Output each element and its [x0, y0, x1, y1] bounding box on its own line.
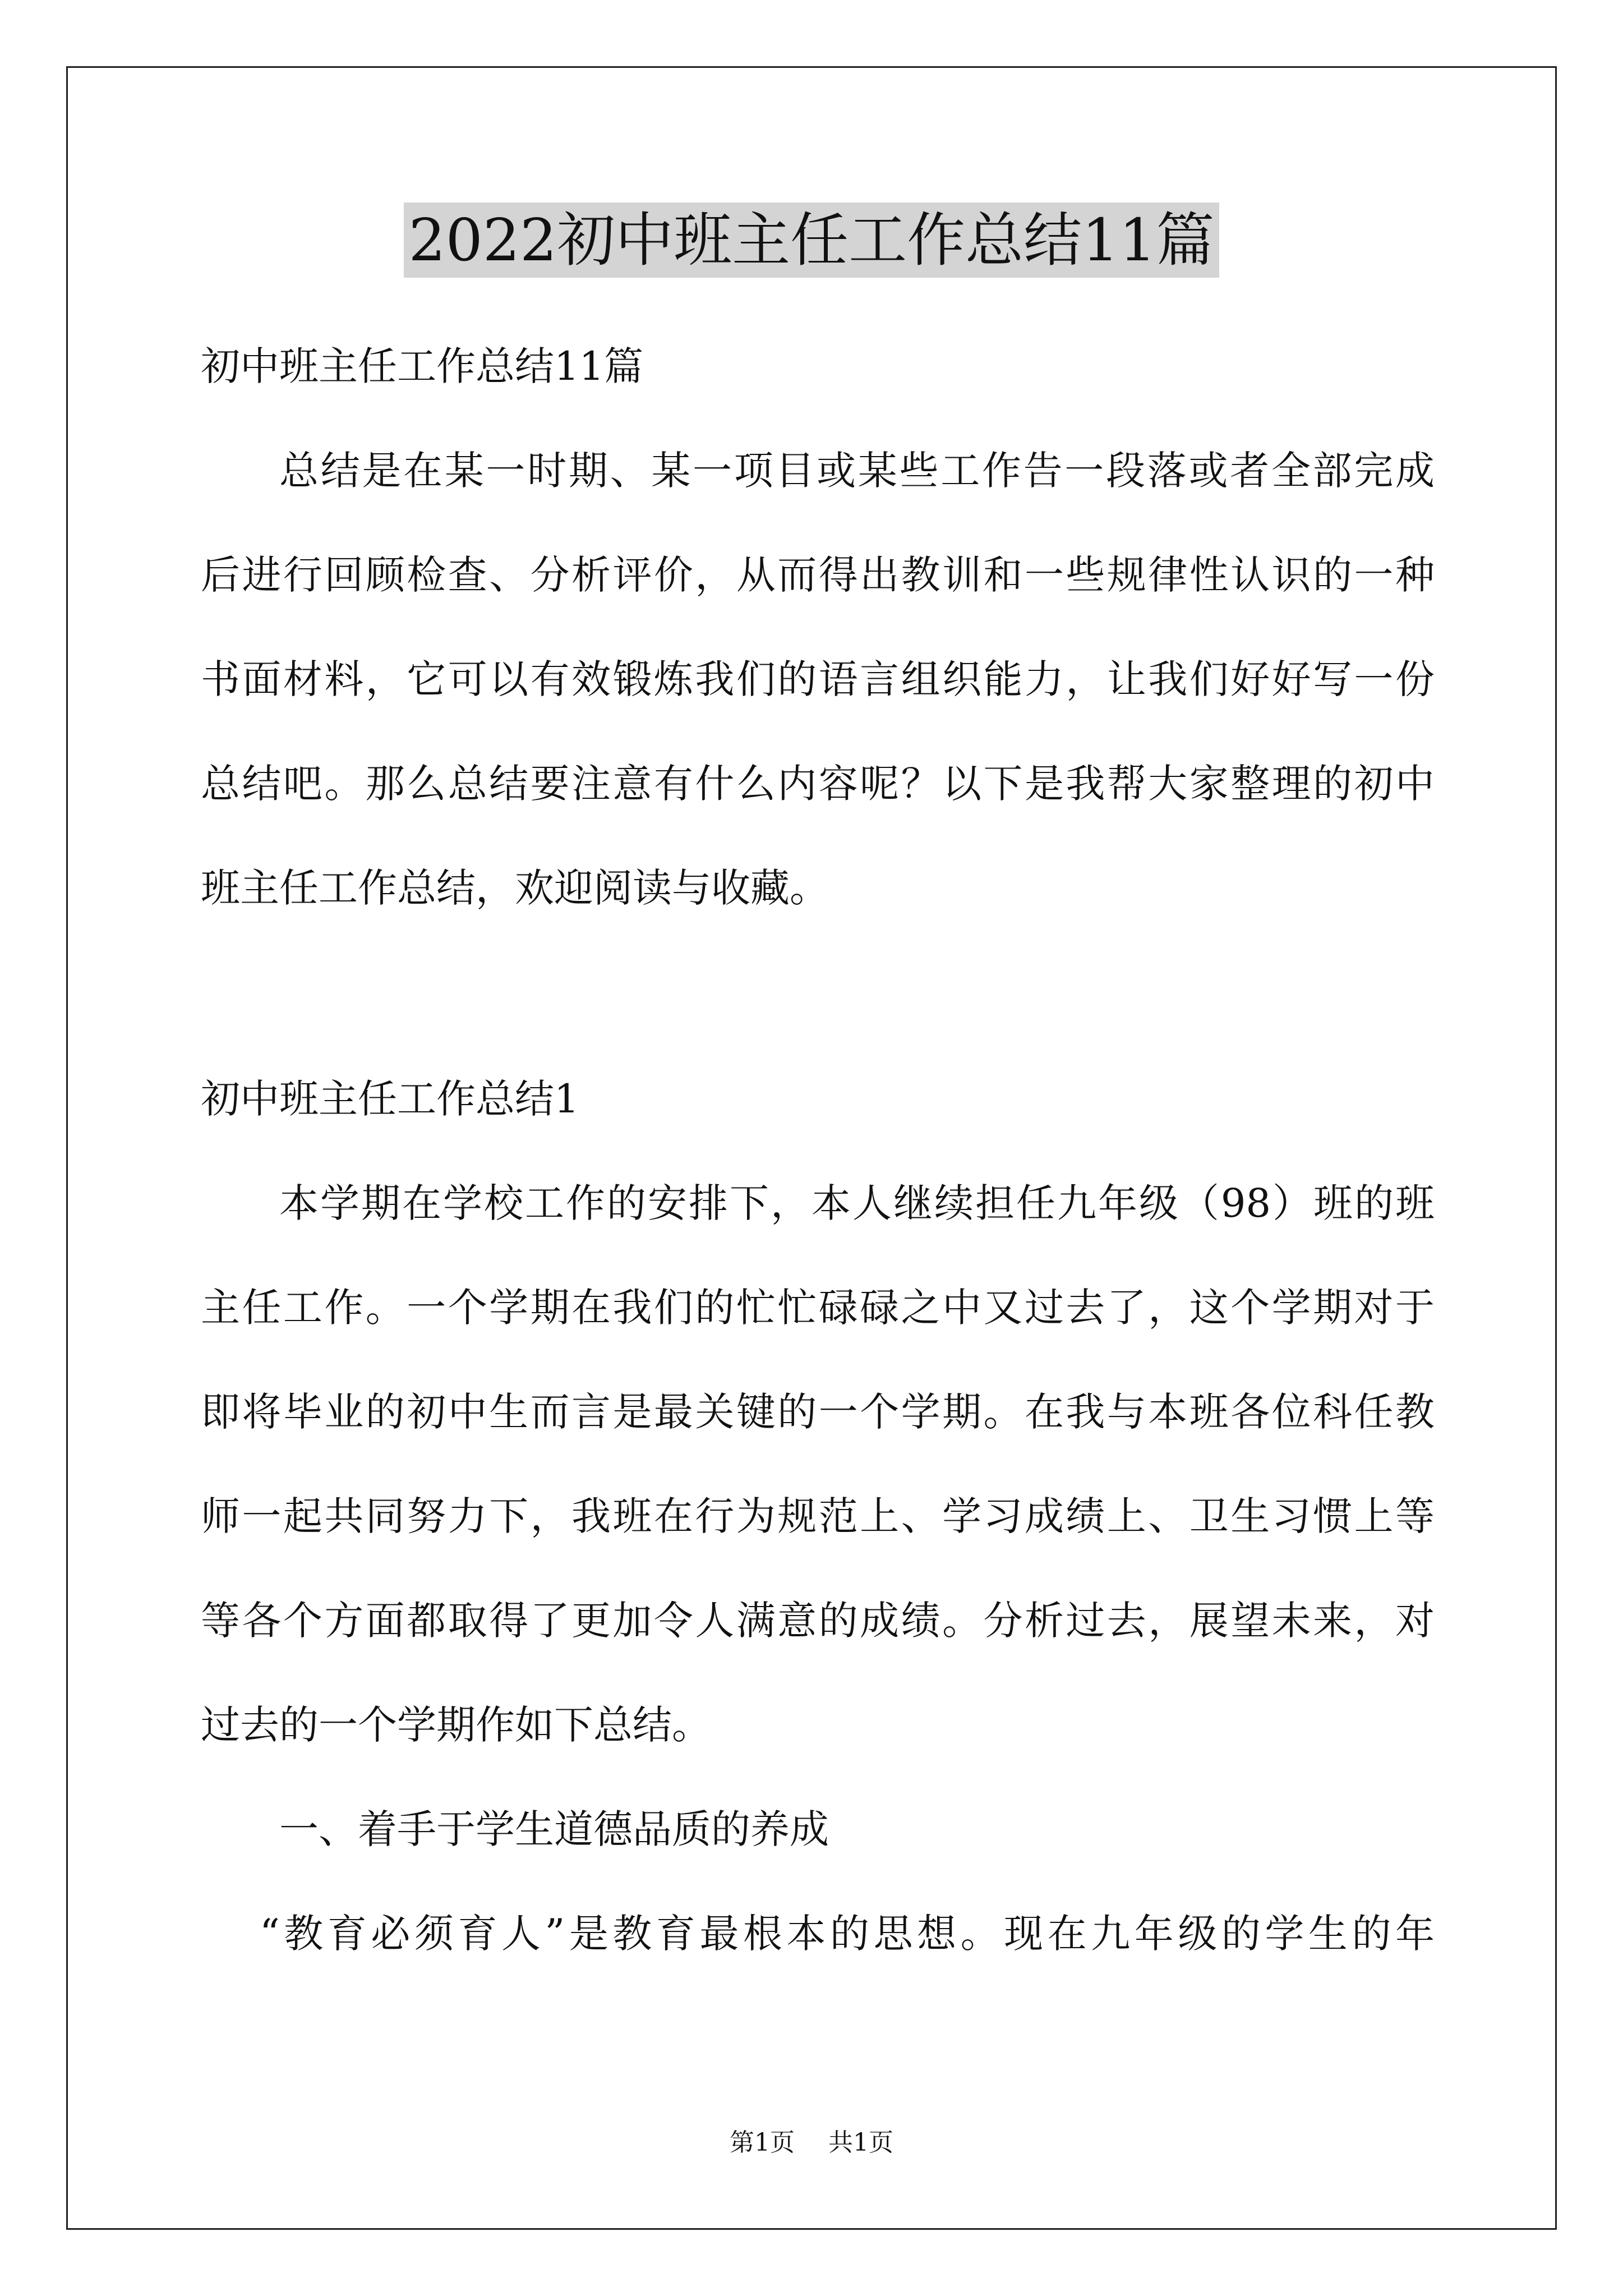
document-subtitle: 初中班主任工作总结11篇 — [201, 343, 644, 389]
page-number-current: 第1页 — [730, 2128, 795, 2157]
blank-line — [201, 940, 1435, 1047]
subheading: 一、着手于学生道德品质的养成 — [279, 1806, 829, 1852]
intro-line: 总结是在某一时期、某一项目或某些工作告一段落或者全部完成 — [279, 448, 1435, 494]
intro-line: 班主任工作总结，欢迎阅读与收藏。 — [201, 865, 829, 911]
paragraph-line: “教育必须育人”是教育最根本的思想。现在九年级的学生的年 — [260, 1911, 1435, 1957]
section-line: 师一起共同努力下，我班在行为规范上、学习成绩上、卫生习惯上等 — [201, 1493, 1435, 1539]
page-footer — [0, 2126, 1623, 2160]
document-title-text: 2022初中班主任工作总结11篇 — [404, 203, 1219, 278]
intro-line: 书面材料，它可以有效锻炼我们的语言组织能力，让我们好好写一份 — [201, 656, 1435, 702]
intro-line: 总结吧。那么总结要注意有什么内容呢？以下是我帮大家整理的初中 — [201, 761, 1435, 807]
page-number-total: 共1页 — [828, 2128, 893, 2157]
section-line: 主任工作。一个学期在我们的忙忙碌碌之中又过去了，这个学期对于 — [201, 1285, 1435, 1331]
section-line: 等各个方面都取得了更加令人满意的成绩。分析过去，展望未来，对 — [201, 1598, 1435, 1644]
intro-line: 后进行回顾检查、分析评价，从而得出教训和一些规律性认识的一种 — [201, 552, 1435, 598]
section-heading: 初中班主任工作总结1 — [201, 1076, 579, 1122]
document-title — [0, 201, 1623, 279]
section-line: 即将毕业的初中生而言是最关键的一个学期。在我与本班各位科任教 — [201, 1389, 1435, 1435]
section-line: 过去的一个学期作如下总结。 — [201, 1702, 711, 1748]
section-line: 本学期在学校工作的安排下，本人继续担任九年级（98）班的班 — [279, 1180, 1435, 1226]
document-body — [201, 314, 1435, 1986]
